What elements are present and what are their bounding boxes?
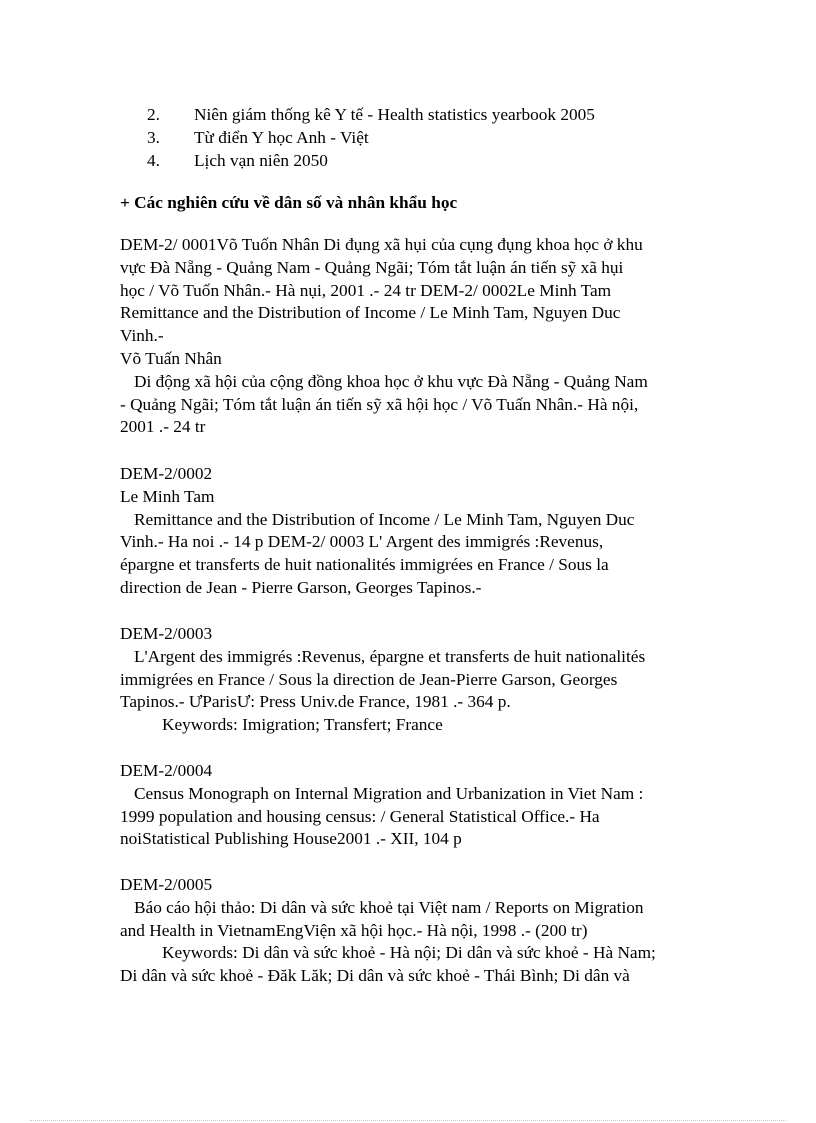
list-item-text: Từ điển Y học Anh - Việt [194,127,369,147]
entry-line: Di động xã hội của cộng đồng khoa học ở khu vực Đà Nẵng - Quảng Nam [134,371,648,391]
entry-line: noiStatistical Publishing House2001 .- XII, 104 p [120,829,462,849]
list-item [147,127,707,150]
entry-line: Census Monograph on Internal Migration and Urbanization in Viet Nam : [134,783,644,803]
entry-id: DEM-2/0005 [120,875,213,894]
entry-line: Di dân và sức khoẻ - Đăk Lăk; Di dân và sức khoẻ - Thái Bình; Di dân và [120,966,630,986]
entry-line: Remittance and the Distribution of Income / Le Minh Tam, Nguyen Duc [120,303,621,323]
page-bottom-divider [30,1120,786,1121]
entry-id: DEM-2/0002 [120,464,213,483]
entry-keywords: Keywords: Di dân và sức khoẻ - Hà nội; Di dân và sức khoẻ - Hà Nam; [162,943,656,963]
entry-line: học / Võ Tuốn Nhân.- Hà nụi, 2001 .- 24 tr DEM-2/ 0002Le Minh Tam [120,280,612,300]
entry-line: Vinh.- [120,326,164,346]
list-item-number: 3. [147,127,160,147]
entry-line: Báo cáo hội thảo: Di dân và sức khoẻ tại Việt nam / Reports on Migration [134,897,644,917]
entry-id: DEM-2/0003 [120,624,213,643]
entry-line: Le Minh Tam [120,486,215,506]
catalog-entry-block [120,463,700,600]
entry-line: immigrées en France / Sous la direction de Jean-Pierre Garson, Georges [120,669,618,689]
entry-line: direction de Jean - Pierre Garson, Georges Tapinos.- [120,577,482,597]
list-item-number: 4. [147,150,160,170]
entry-line: 2001 .- 24 tr [120,417,206,437]
entry-id: DEM-2/0004 [120,761,213,780]
entry-line: Vinh.- Ha noi .- 14 p DEM-2/ 0003 L' Argent des immigrés :Revenus, [120,532,604,552]
entry-line: Võ Tuấn Nhân [120,348,222,368]
reference-list [147,104,707,172]
list-item-number: 2. [147,105,160,124]
catalog-entry-block [120,623,700,737]
entry-line: and Health in VietnamEngViện xã hội học.- Hà nội, 1998 .- (200 tr) [120,920,588,940]
entry-line: L'Argent des immigrés :Revenus, épargne et transferts de huit nationalités [134,646,646,666]
list-item [147,150,707,173]
catalog-entry-block [120,874,700,988]
entry-line: DEM-2/ 0001Võ Tuốn Nhân Di đụng xã hụi của cụng đụng khoa học ở khu [120,235,643,254]
entry-line: Remittance and the Distribution of Income / Le Minh Tam, Nguyen Duc [134,509,635,529]
entry-line: 1999 population and housing census: / General Statistical Office.- Ha [120,806,600,826]
entry-line: - Quảng Ngãi; Tóm tắt luận án tiến sỹ xã hội học / Võ Tuấn Nhân.- Hà nội, [120,394,639,414]
list-item-text: Niên giám thống kê Y tế - Health statistics yearbook 2005 [194,105,595,124]
section-heading: + Các nghiên cứu về dân số và nhân khẩu học [120,193,458,212]
catalog-entry-block [120,760,700,851]
entry-keywords: Keywords: Imigration; Transfert; France [162,715,443,735]
list-item-text: Lịch vạn niên 2050 [194,150,328,170]
entry-line: Tapinos.- ƯParisƯ: Press Univ.de France, 1981 .- 364 p. [120,692,511,712]
entry-line: vực Đà Nẵng - Quảng Nam - Quảng Ngãi; Tóm tắt luận án tiến sỹ xã hụi [120,257,624,277]
list-item [147,104,707,127]
entry-line: épargne et transferts de huit nationalités immigrées en France / Sous la [120,555,609,575]
catalog-entry-block [120,234,700,439]
